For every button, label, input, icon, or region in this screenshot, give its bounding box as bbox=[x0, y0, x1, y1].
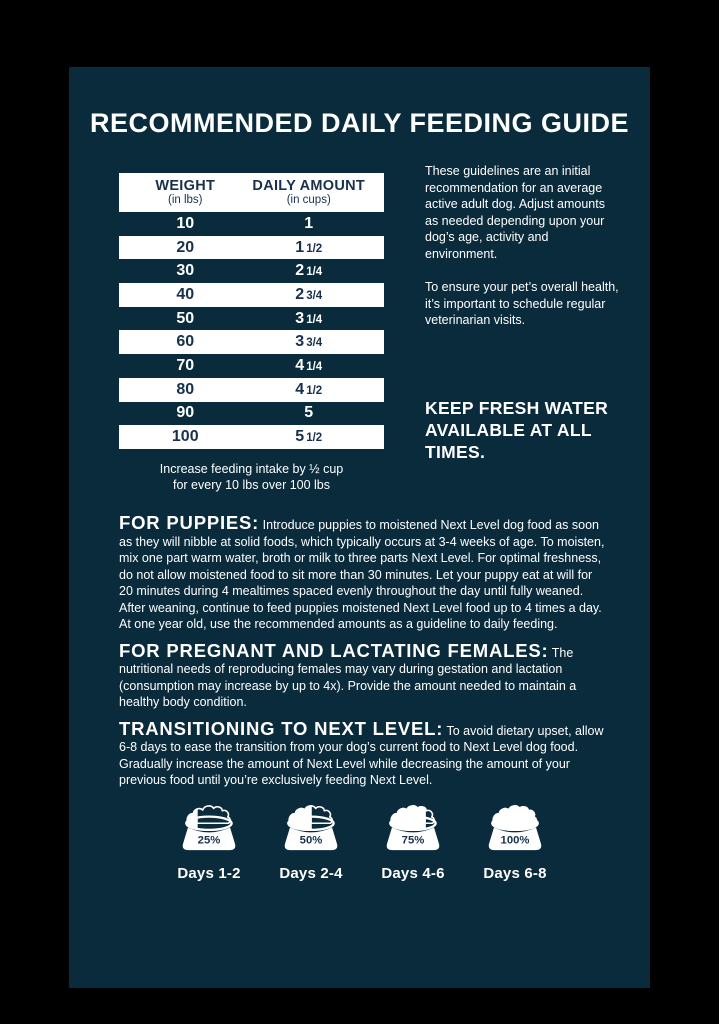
col-header-weight-label: WEIGHT bbox=[155, 177, 216, 194]
amount-fraction: 1/4 bbox=[306, 313, 323, 326]
weight-cell: 30 bbox=[176, 262, 195, 280]
daily-amount-cell: 5 bbox=[304, 404, 314, 422]
amount-fraction: 1/2 bbox=[306, 384, 323, 397]
fresh-water-callout: KEEP FRESH WATER AVAILABLE AT ALL TIMES. bbox=[425, 398, 609, 462]
section-heading: FOR PUPPIES: bbox=[119, 512, 260, 533]
section-heading: TRANSITIONING TO NEXT LEVEL: bbox=[119, 717, 444, 739]
weight-cell: 20 bbox=[176, 238, 195, 256]
col-header-daily-amount-sub: (in cups) bbox=[286, 194, 331, 207]
page-title: RECOMMENDED DAILY FEEDING GUIDE bbox=[89, 108, 630, 138]
table-footnote bbox=[119, 461, 384, 493]
table-row bbox=[119, 236, 384, 260]
amount-fraction: 3/4 bbox=[306, 289, 323, 302]
bowl-days-label: Days 6-8 bbox=[483, 864, 547, 882]
feeding-table bbox=[119, 173, 384, 449]
amount-fraction: 1/4 bbox=[306, 360, 323, 373]
weight-cell: 80 bbox=[176, 380, 195, 398]
daily-amount-cell: 1 1/2 bbox=[295, 238, 323, 256]
dog-bowl-icon bbox=[170, 803, 248, 856]
section-body: The nutritional needs of reproducing females may vary during gestation and lactation (consumption may increase by up to 4x). Provide the amount needed to maintain a healthy body condition. bbox=[119, 645, 577, 709]
feeding-table-header bbox=[119, 173, 384, 212]
weight-cell: 70 bbox=[176, 356, 195, 374]
daily-amount-cell: 3 1/4 bbox=[295, 309, 323, 327]
daily-amount-cell: 4 1/2 bbox=[295, 380, 323, 398]
bowl-percent-label: 75% bbox=[401, 834, 425, 847]
daily-amount-cell: 4 1/4 bbox=[295, 356, 323, 374]
section-body: To avoid dietary upset, allow 6-8 days to ease the transition from your dog’s current food to Next Level dog food. Gradually increase the amount of Next Level while decreasing the amount of your previous food until you’re exclusively feeding Next Level. bbox=[119, 723, 604, 787]
transition-bowl bbox=[374, 803, 452, 882]
daily-amount-cell: 5 1/2 bbox=[295, 428, 323, 446]
bowl-percent-label: 25% bbox=[197, 834, 221, 847]
weight-cell: 60 bbox=[176, 333, 195, 351]
table-row bbox=[119, 283, 384, 307]
table-row bbox=[119, 259, 384, 283]
daily-amount-cell: 1 bbox=[304, 214, 314, 232]
lower-content bbox=[119, 512, 605, 882]
transition-bowl bbox=[272, 803, 350, 882]
table-row bbox=[119, 330, 384, 354]
table-row bbox=[119, 378, 384, 402]
table-row bbox=[119, 402, 384, 426]
weight-cell: 50 bbox=[176, 309, 195, 327]
bowl-percent-label: 100% bbox=[500, 834, 530, 847]
table-row bbox=[119, 307, 384, 331]
section-heading: FOR PREGNANT AND LACTATING FEMALES: bbox=[119, 639, 549, 661]
table-row bbox=[119, 212, 384, 236]
daily-amount-cell: 2 3/4 bbox=[295, 285, 323, 303]
bowl-days-label: Days 4-6 bbox=[381, 864, 445, 882]
care-sections bbox=[119, 512, 605, 789]
transition-bowls bbox=[119, 803, 605, 882]
aside-paragraph-2: To ensure your pet’s overall health, it’s important to schedule regular veterinarian visits. bbox=[425, 280, 619, 327]
daily-amount-cell: 2 1/4 bbox=[295, 262, 323, 280]
bowl-percent-label: 50% bbox=[299, 834, 323, 847]
aside-paragraph-1: These guidelines are an initial recommendation for an average active adult dog. Adjust amounts as needed depending upon your dog’s age, activity and environment. bbox=[425, 164, 605, 261]
table-row bbox=[119, 354, 384, 378]
table-footnote-line1: Increase feeding intake by ½ cup bbox=[159, 462, 344, 476]
dog-bowl-icon bbox=[374, 803, 452, 856]
care-section bbox=[119, 512, 605, 633]
transition-bowl bbox=[170, 803, 248, 882]
col-header-weight bbox=[119, 179, 252, 206]
col-header-daily-amount bbox=[252, 179, 385, 206]
daily-amount-cell: 3 3/4 bbox=[295, 333, 323, 351]
dog-bowl-icon bbox=[476, 803, 554, 856]
bowl-days-label: Days 2-4 bbox=[279, 864, 343, 882]
weight-cell: 100 bbox=[171, 428, 199, 446]
col-header-daily-amount-label: DAILY AMOUNT bbox=[252, 177, 366, 194]
dog-bowl-icon bbox=[272, 803, 350, 856]
amount-fraction: 1/2 bbox=[306, 242, 323, 255]
guidelines-aside bbox=[425, 163, 621, 346]
transition-bowl bbox=[476, 803, 554, 882]
weight-cell: 40 bbox=[176, 285, 195, 303]
bowl-days-label: Days 1-2 bbox=[177, 864, 241, 882]
amount-fraction: 3/4 bbox=[306, 337, 323, 350]
care-section bbox=[119, 639, 605, 711]
table-row bbox=[119, 425, 384, 449]
care-section bbox=[119, 717, 605, 789]
weight-cell: 10 bbox=[176, 214, 195, 232]
section-body: Introduce puppies to moistened Next Level dog food as soon as they will nibble at solid foods, which typically occurs at 3-4 weeks of age. To moisten, mix one part warm water, broth or milk to three parts Next Level. For optimal freshness, do not allow moistened food to sit more than 30 minutes. Let your puppy eat at will for 20 minutes during 4 mealtimes spaced evenly throughout the day until fully weaned. After weaning, continue to feed puppies moistened Next Level food up to 4 times a day. At one year old, use the recommended amounts as a guideline to daily feeding. bbox=[119, 518, 605, 631]
table-footnote-line2: for every 10 lbs over 100 lbs bbox=[172, 478, 331, 492]
amount-fraction: 1/2 bbox=[306, 432, 323, 445]
weight-cell: 90 bbox=[176, 404, 195, 422]
feeding-table-rows bbox=[119, 212, 384, 449]
amount-fraction: 1/4 bbox=[306, 266, 323, 279]
col-header-weight-sub: (in lbs) bbox=[167, 194, 203, 207]
feeding-guide-panel bbox=[69, 67, 650, 988]
